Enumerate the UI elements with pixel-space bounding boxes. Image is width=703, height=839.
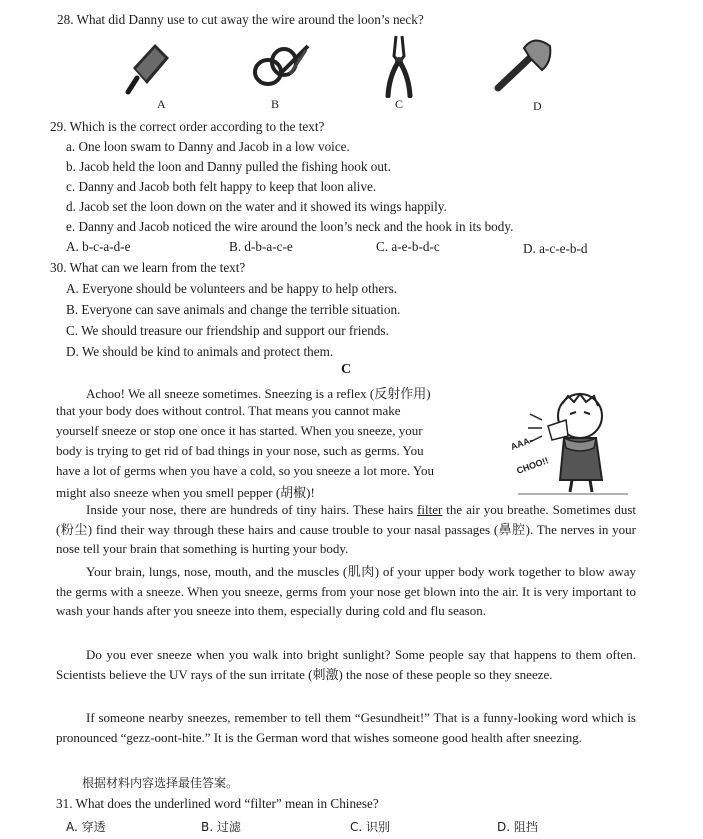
q29-event-b: b. Jacob held the loon and Danny pulled the fishing hook out. — [66, 159, 391, 174]
q28-question: 28. What did Danny use to cut away the wire around the loon’s neck? — [57, 12, 424, 27]
q31-option-d[interactable]: D. 阻挡 — [497, 820, 538, 834]
q28-option-b[interactable]: B — [271, 97, 280, 111]
scissors-icon — [246, 36, 312, 96]
q29-event-a: a. One loon swam to Danny and Jacob in a low voice. — [66, 139, 350, 154]
para1-line-5: have a lot of germs when you have a cold, so you sneeze a lot more. You — [56, 463, 434, 478]
para1-line-3: yourself sneeze or stop one once it has started. When you sneeze, your — [56, 423, 423, 438]
q28-option-d[interactable]: D — [533, 99, 542, 113]
para3: Your brain, lungs, nose, mouth, and the muscles (肌肉) of your upper body work together to blow away the germs with a sneeze. When you sneeze, germs from your nose get blown into the air. It is very important to wash your hands after you sneeze into them, especially during cold and flu season. — [56, 564, 636, 619]
q29-question: 29. Which is the correct order according to the text? — [50, 119, 325, 134]
para1-line-2: that your body does without control. That means you cannot make — [56, 403, 401, 418]
q30-option-a[interactable]: A. Everyone should be volunteers and be happy to help others. — [66, 281, 398, 296]
q29-event-d: d. Jacob set the loon down on the water and it showed its wings happily. — [66, 199, 447, 214]
sneezing-boy-illustration — [508, 384, 638, 496]
q31-question: 31. What does the underlined word “filter” mean in Chinese? — [56, 796, 379, 811]
para2: Inside your nose, there are hundreds of tiny hairs. These hairs filter the air you breathe. Sometimes dust (粉尘) find their way through these hairs and cause trouble to your nasal passages (鼻腔). The nerves in your nose tell your brain that something is hurting your body. — [56, 502, 636, 557]
para1-line-1: Achoo! We all sneeze sometimes. Sneezing is a reflex (反射作用) — [86, 386, 431, 401]
instruction-text: 根据材料内容选择最佳答案。 — [82, 776, 239, 790]
para4: Do you ever sneeze when you walk into bright sunlight? Some people say that happens to them often. Scientists believe the UV rays of the sun irritate (刺激) the nose of these people so they sneeze. — [56, 647, 636, 682]
q29-option-a[interactable]: A. b-c-a-d-e — [66, 239, 131, 254]
svg-text:CHOO!!: CHOO!! — [515, 455, 550, 476]
q30-option-c[interactable]: C. We should treasure our friendship and support our friends. — [66, 323, 389, 338]
svg-text:AAA-: AAA- — [509, 434, 534, 452]
q31-option-c[interactable]: C. 识别 — [350, 820, 391, 834]
q28-option-c[interactable]: C — [395, 97, 404, 111]
q30-option-b[interactable]: B. Everyone can save animals and change the terrible situation. — [66, 302, 401, 317]
section-heading: C — [341, 362, 352, 377]
para1-line-6: might also sneeze when you smell pepper (胡椒)! — [56, 485, 315, 500]
q29-option-d[interactable]: D. a-c-e-b-d — [523, 241, 588, 256]
q31-option-b[interactable]: B. 过滤 — [201, 820, 241, 834]
q30-option-d[interactable]: D. We should be kind to animals and protect them. — [66, 344, 334, 359]
underlined-word-filter: filter — [417, 502, 443, 517]
q30-question: 30. What can we learn from the text? — [50, 260, 246, 275]
axe-icon — [490, 36, 554, 96]
q29-option-b[interactable]: B. d-b-a-c-e — [229, 239, 293, 254]
para5: If someone nearby sneezes, remember to tell them “Gesundheit!” That is a funny-looking word which is pronounced “gezz-oont-hite.” It is the German word that wishes someone good health after sneezing. — [56, 710, 636, 745]
q29-event-c: c. Danny and Jacob both felt happy to keep that loon alive. — [66, 179, 377, 194]
pliers-icon — [382, 34, 416, 98]
q31-option-a[interactable]: A. 穿透 — [66, 820, 106, 834]
q29-event-e: e. Danny and Jacob noticed the wire around the loon’s neck and the hook in its body. — [66, 219, 514, 234]
cleaver-knife-icon — [125, 40, 175, 96]
q29-option-c[interactable]: C. a-e-b-d-c — [376, 239, 440, 254]
q28-option-a[interactable]: A — [157, 97, 166, 111]
para1-line-4: body is trying to get rid of bad things in your nose, such as germs. You — [56, 443, 424, 458]
